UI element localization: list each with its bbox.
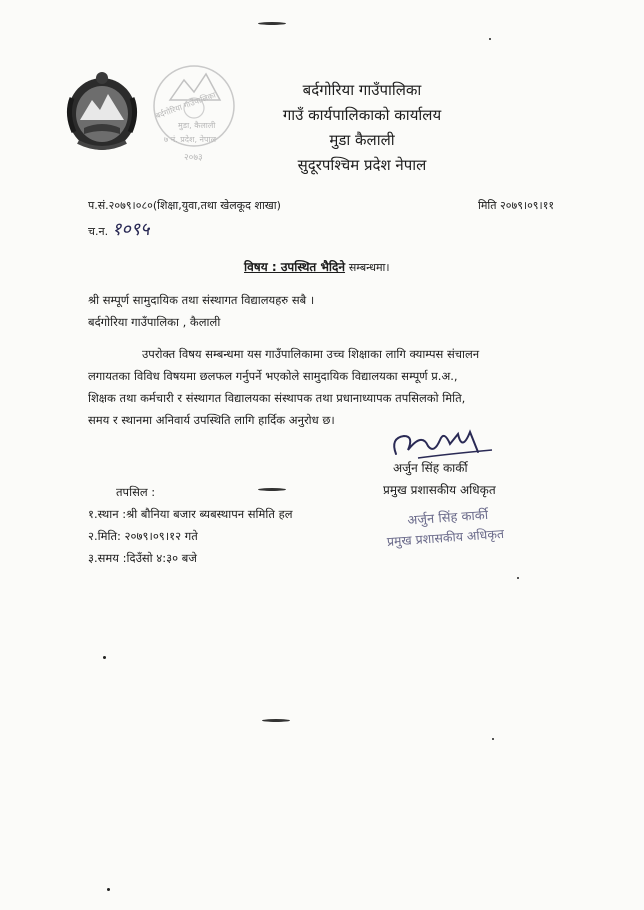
- scan-speck: [489, 38, 491, 40]
- scan-mark: [258, 22, 286, 25]
- scan-speck: [492, 738, 494, 740]
- header-municipality: बर्दगोरिया गाउँपालिका: [302, 81, 422, 99]
- body-line-1: उपरोक्त विषय सम्बन्धमा यस गाउँपालिकामा उच्च शिक्षाका लागि क्याम्पस संचालन: [142, 347, 480, 361]
- municipality-seal: [150, 60, 238, 168]
- recipient-line-2: बर्दगोरिया गाउँपालिका , कैलाली: [88, 315, 221, 329]
- officer-stamp: [385, 504, 505, 550]
- subject-label: विषय : उपस्थित भैदिने: [244, 260, 346, 274]
- chalani-label: च.न.: [88, 225, 109, 238]
- subject-suffix: सम्बन्धमा।: [348, 261, 390, 274]
- header-province: सुदूरपश्चिम प्रदेश नेपाल: [297, 156, 427, 174]
- seal-line-1: बर्दगोरिया गाउँपालिका: [154, 90, 217, 121]
- letter-date: मिति २०७९।०९।११: [478, 199, 555, 212]
- details-heading: तपसिल :: [116, 485, 156, 499]
- body-line-4: समय र स्थानमा अनिवार्य उपस्थिति लागि हार्दिक अनुरोध छ।: [88, 413, 335, 427]
- scan-speck: [107, 888, 110, 891]
- nepal-emblem-icon: [62, 68, 142, 154]
- seal-line-2: मुडा, कैलाली: [178, 121, 216, 130]
- seal-line-4: २०७३: [184, 153, 203, 163]
- chalani-number-handwritten: १०९५: [112, 219, 150, 240]
- scan-speck: [517, 577, 519, 579]
- stamp-title: प्रमुख प्रशासकीय अधिकृत: [386, 525, 505, 550]
- scan-mark: [262, 719, 290, 722]
- stamp-name: अर्जुन सिंह कार्की: [406, 507, 489, 529]
- details-time: ३.समय :दिउँसो ४:३० बजे: [88, 551, 197, 565]
- scan-speck: [103, 656, 106, 659]
- body-line-3: शिक्षक तथा कर्मचारी र संस्थागत विद्यालयका संस्थापक तथा प्रधानाध्यापक तपसिलको मिति,: [88, 391, 466, 405]
- signatory-name: अर्जुन सिंह कार्की: [393, 461, 468, 475]
- signatory-title: प्रमुख प्रशासकीय अधिकृत: [383, 483, 496, 497]
- subject-line: [244, 258, 390, 275]
- header-location: मुडा कैलाली: [329, 131, 395, 149]
- details-date: २.मिति: २०७९।०९।१२ गते: [88, 529, 198, 543]
- recipient-line-1: श्री सम्पूर्ण सामुदायिक तथा संस्थागत विद्यालयहरु सबै ।: [88, 293, 315, 307]
- header-office: गाउँ कार्यपालिकाको कार्यालय: [282, 106, 442, 124]
- scan-mark: [258, 488, 286, 491]
- reference-number: प.सं.२०७९।०८०(शिक्षा,युवा,तथा खेलकूद शाखा): [88, 199, 281, 212]
- signature-icon: [388, 424, 498, 464]
- body-line-2: लगायतका विविध विषयमा छलफल गर्नुपर्ने भएकोले सामुदायिक विद्यालयका सम्पूर्ण प्र.अ.,: [88, 369, 458, 383]
- seal-line-3: ७ नं. प्रदेश, नेपाल: [164, 135, 217, 144]
- details-place: १.स्थान :श्री बौनिया बजार ब्यबस्थापन समिति हल: [88, 507, 293, 521]
